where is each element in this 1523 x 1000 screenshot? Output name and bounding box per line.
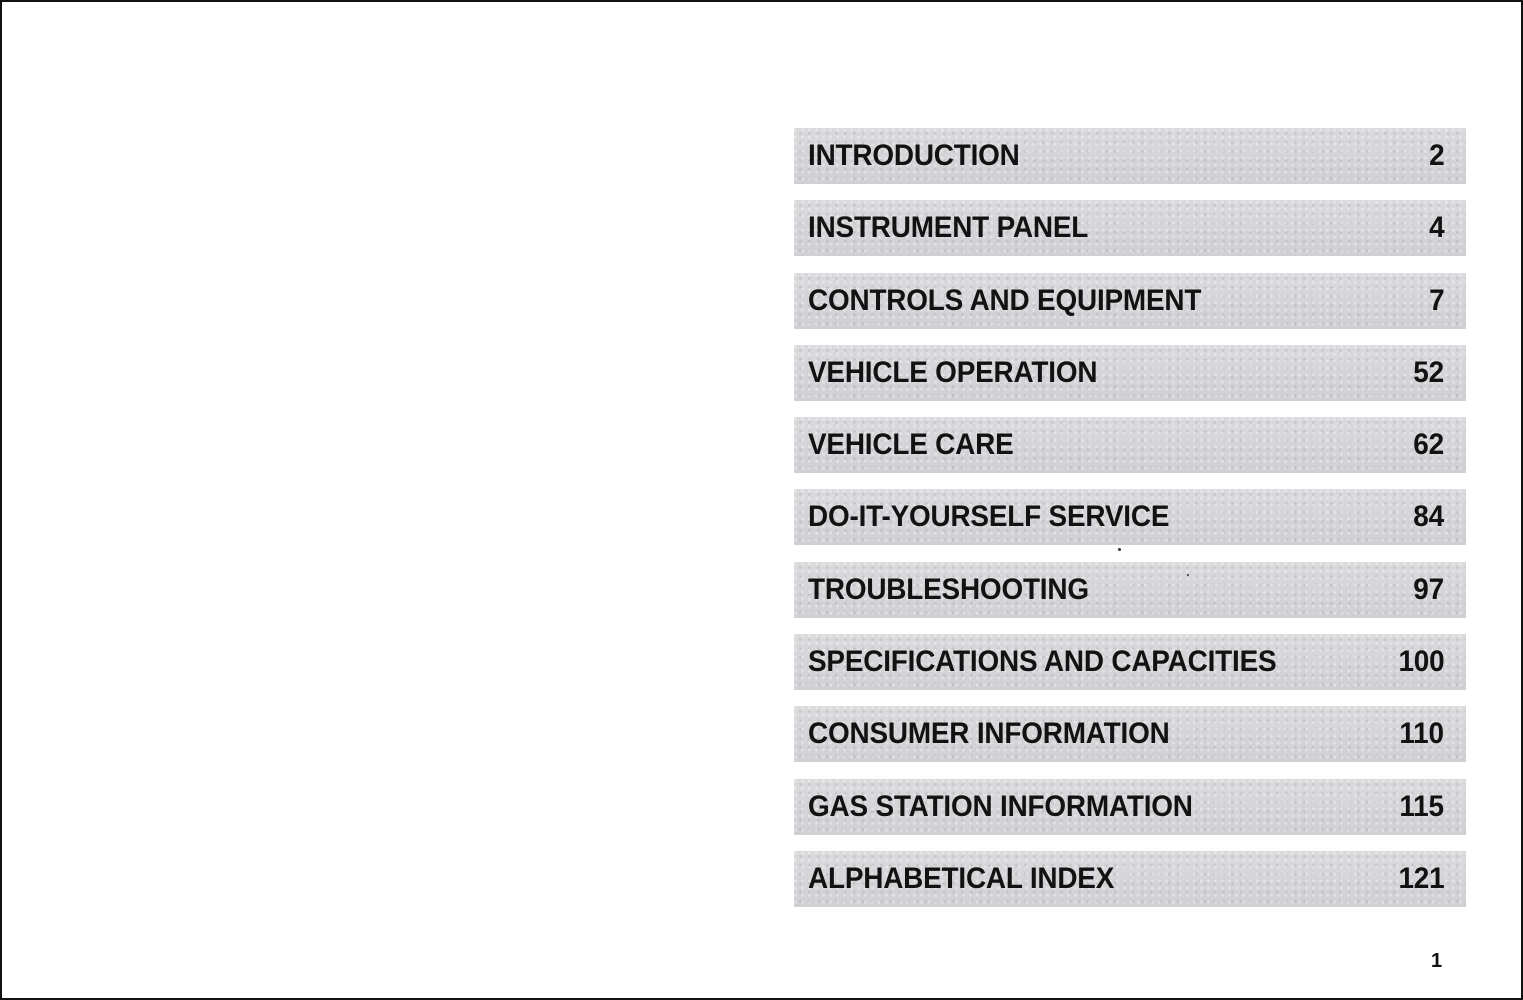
- toc-entry-page: 121: [1397, 861, 1444, 895]
- toc-entry-vehicle-care[interactable]: [794, 417, 1466, 473]
- toc-entry-page: 115: [1399, 789, 1444, 823]
- toc-entry-instrument-panel[interactable]: [794, 200, 1466, 256]
- toc-entry-page: 62: [1413, 428, 1444, 462]
- toc-entry-title: GAS STATION INFORMATION: [808, 789, 1193, 823]
- toc-entry-page: 7: [1428, 283, 1444, 317]
- toc-entry-title: ALPHABETICAL INDEX: [808, 861, 1115, 895]
- toc-entry-page: 84: [1413, 500, 1444, 534]
- toc-entry-title: INTRODUCTION: [808, 139, 1020, 172]
- toc-entry-alphabetical-index[interactable]: [794, 851, 1466, 907]
- toc-entry-title: SPECIFICATIONS AND CAPACITIES: [808, 645, 1277, 679]
- toc-entry-title: VEHICLE CARE: [808, 428, 1014, 462]
- toc-entry-title: INSTRUMENT PANEL: [808, 211, 1089, 245]
- toc-entry-page: 110: [1399, 717, 1444, 751]
- toc-entry-vehicle-operation[interactable]: [794, 345, 1466, 401]
- toc-entry-page: 2: [1428, 139, 1444, 172]
- toc-entry-do-it-yourself-service[interactable]: [794, 489, 1466, 545]
- print-speck: [1118, 548, 1121, 551]
- print-speck: [1187, 574, 1189, 576]
- toc-entry-title: VEHICLE OPERATION: [808, 355, 1098, 389]
- toc-entry-troubleshooting[interactable]: [794, 562, 1466, 618]
- toc-entry-gas-station-information[interactable]: [794, 779, 1466, 835]
- toc-entry-specifications-and-capacities[interactable]: [794, 634, 1466, 690]
- toc-entry-controls-and-equipment[interactable]: [794, 273, 1466, 329]
- page-number: 1: [1431, 950, 1443, 972]
- toc-entry-page: 100: [1397, 645, 1444, 679]
- toc-entry-title: CONTROLS AND EQUIPMENT: [808, 283, 1202, 317]
- toc-entry-page: 97: [1413, 572, 1444, 606]
- toc-entry-introduction[interactable]: [794, 128, 1466, 184]
- toc-entry-consumer-information[interactable]: [794, 706, 1466, 762]
- toc-entry-page: 4: [1428, 211, 1444, 245]
- toc-entry-page: 52: [1413, 355, 1444, 389]
- toc-entry-title: DO-IT-YOURSELF SERVICE: [808, 500, 1170, 534]
- toc-entry-title: TROUBLESHOOTING: [808, 572, 1089, 606]
- toc-entry-title: CONSUMER INFORMATION: [808, 717, 1170, 751]
- table-of-contents: [794, 128, 1466, 923]
